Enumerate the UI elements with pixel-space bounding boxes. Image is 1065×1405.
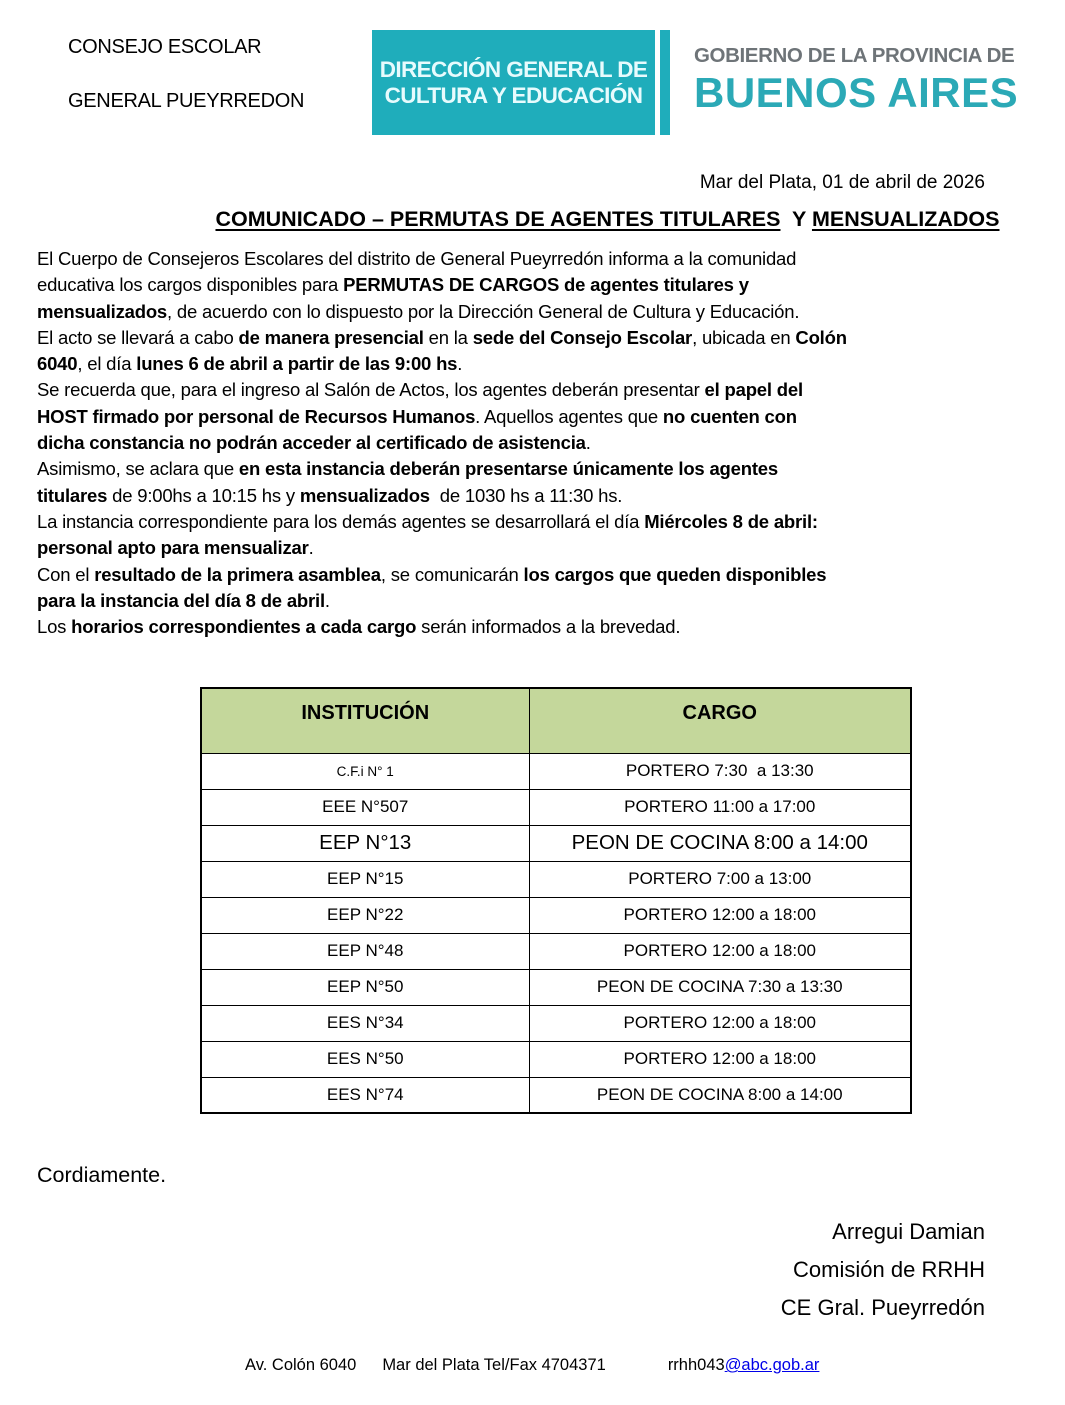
body-line: para la instancia del día 8 de abril. <box>37 589 330 611</box>
positions-table <box>200 687 912 1114</box>
body-line: Los horarios correspondientes a cada cargo serán informados a la brevedad. <box>37 616 681 638</box>
gba-logo <box>694 44 1039 116</box>
table-header-row <box>201 688 911 753</box>
signature-block <box>781 1213 985 1327</box>
body-line: La instancia correspondiente para los demás agentes se desarrollará el día Miércoles 8 de abril: <box>37 510 818 532</box>
body-line: El Cuerpo de Consejeros Escolares del distrito de General Pueyrredón informa a la comunidad <box>37 248 797 269</box>
table-row <box>201 789 911 825</box>
footer-address: Av. Colón 6040 <box>245 1356 357 1374</box>
signature-line: Comisión de RRHH <box>793 1257 985 1282</box>
cell-cargo: PEON DE COCINA 8:00 a 14:00 <box>529 1077 911 1113</box>
dgce-logo-line2: CULTURA Y EDUCACIÓN <box>384 82 643 108</box>
dgce-logo-line1: DIRECCIÓN GENERAL DE <box>379 56 648 82</box>
cell-cargo: PORTERO 11:00 a 17:00 <box>529 789 911 825</box>
cell-institucion: EEP N°50 <box>201 969 529 1005</box>
title-part2: MENSUALIZADOS <box>811 207 1000 231</box>
cell-cargo: PORTERO 12:00 a 18:00 <box>529 1005 911 1041</box>
cell-cargo: PEON DE COCINA 7:30 a 13:30 <box>529 969 911 1005</box>
cell-institucion: EES N°50 <box>201 1041 529 1077</box>
table-row <box>201 1077 911 1113</box>
gba-logo-line2: BUENOS AIRES <box>694 69 1019 116</box>
footer-city-tel: Mar del Plata Tel/Fax 4704371 <box>382 1356 606 1374</box>
body-line: El acto se llevará a cabo de manera presencial en la sede del Consejo Escolar, ubicada en Colón <box>37 326 847 348</box>
cell-cargo: PORTERO 7:00 a 13:00 <box>529 861 911 897</box>
cell-institucion: EES N°34 <box>201 1005 529 1041</box>
cell-institucion: C.F.i N° 1 <box>201 753 529 789</box>
body-line: Con el resultado de la primera asamblea, se comunicarán los cargos que queden disponibles <box>37 563 827 585</box>
dateline: Mar del Plata, 01 de abril de 2026 <box>699 172 985 193</box>
cell-institucion: EEP N°48 <box>201 933 529 969</box>
table-row <box>201 1005 911 1041</box>
table-row <box>201 753 911 789</box>
table-row <box>201 969 911 1005</box>
email-prefix: rrhh043 <box>667 1356 725 1374</box>
column-header-institucion: INSTITUCIÓN <box>201 688 529 753</box>
page-footer <box>245 1356 819 1375</box>
closing-text: Cordiamente. <box>37 1163 167 1187</box>
table-row <box>201 897 911 933</box>
cell-institucion: EEE N°507 <box>201 789 529 825</box>
title-part1: COMUNICADO – PERMUTAS DE AGENTES TITULARES <box>215 207 781 231</box>
email-link[interactable]: @abc.gob.ar <box>724 1356 820 1374</box>
table-row <box>201 825 911 861</box>
org-name-line1: CONSEJO ESCOLAR <box>68 36 262 58</box>
cell-cargo: PORTERO 12:00 a 18:00 <box>529 897 911 933</box>
cell-cargo: PORTERO 7:30 a 13:30 <box>529 753 911 789</box>
table-row <box>201 1041 911 1077</box>
body-line: educativa los cargos disponibles para PERMUTAS DE CARGOS de agentes titulares y <box>37 274 749 296</box>
table-row <box>201 861 911 897</box>
org-name-line2: GENERAL PUEYRREDON <box>68 90 305 112</box>
dgce-logo <box>372 30 655 135</box>
body-line: HOST firmado por personal de Recursos Humanos. Aquellos agentes que no cuenten con <box>37 405 797 427</box>
body-line: titulares de 9:00hs a 10:15 hs y mensualizados de 1030 hs a 11:30 hs. <box>37 484 623 506</box>
cell-institucion: EEP N°13 <box>201 825 529 861</box>
cell-cargo: PORTERO 12:00 a 18:00 <box>529 1041 911 1077</box>
cell-cargo: PORTERO 12:00 a 18:00 <box>529 933 911 969</box>
document-title <box>210 207 1005 232</box>
body-line: mensualizados, de acuerdo con lo dispuesto por la Dirección General de Cultura y Educación. <box>37 300 800 322</box>
body-line: personal apto para mensualizar. <box>37 537 314 559</box>
cell-institucion: EES N°74 <box>201 1077 529 1113</box>
gba-logo-line1: GOBIERNO DE LA PROVINCIA DE <box>694 44 1015 67</box>
body-line: 6040, el día lunes 6 de abril a partir de las 9:00 hs. <box>37 353 463 375</box>
org-block <box>68 36 304 112</box>
cell-institucion: EEP N°22 <box>201 897 529 933</box>
title-separator: Y <box>780 207 812 231</box>
footer-email <box>668 1356 820 1374</box>
body-text <box>37 246 1027 640</box>
table-row <box>201 933 911 969</box>
column-header-cargo: CARGO <box>529 688 911 753</box>
signature-line: Arregui Damian <box>832 1219 985 1244</box>
signature-line: CE Gral. Pueyrredón <box>780 1295 985 1320</box>
body-line: Se recuerda que, para el ingreso al Salón de Actos, los agentes deberán presentar el papel del <box>37 379 803 401</box>
body-line: dicha constancia no podrán acceder al certificado de asistencia. <box>37 432 591 454</box>
cell-institucion: EEP N°15 <box>201 861 529 897</box>
body-line: Asimismo, se aclara que en esta instancia deberán presentarse únicamente los agentes <box>37 458 778 480</box>
cell-cargo: PEON DE COCINA 8:00 a 14:00 <box>529 825 911 861</box>
gba-logo-bar <box>660 30 670 135</box>
